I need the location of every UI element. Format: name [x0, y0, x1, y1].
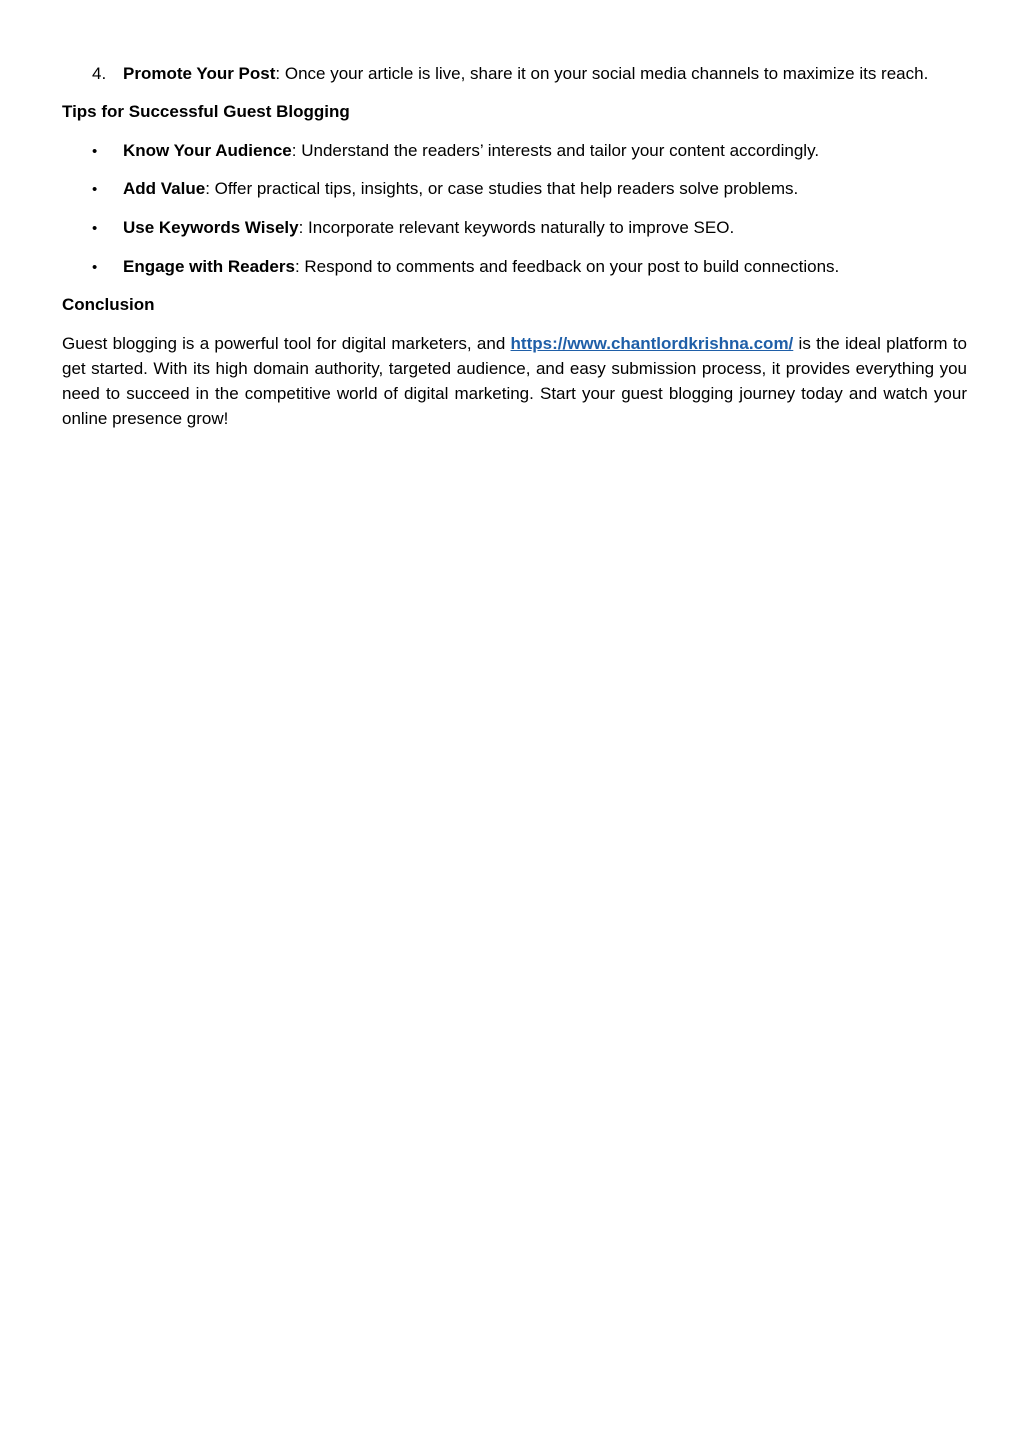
bullet-item-engage-readers — [92, 255, 992, 280]
bullet-icon: • — [92, 220, 98, 237]
bullet-text: : Incorporate relevant keywords naturally to improve SEO. — [298, 218, 735, 237]
conclusion-heading: Conclusion — [62, 295, 155, 314]
bullet-text: : Respond to comments and feedback on your post to build connections. — [294, 257, 840, 276]
chantlordkrishna-link[interactable]: https://www.chantlordkrishna.com/ — [510, 334, 794, 353]
item-number: 4. — [92, 64, 107, 83]
bullet-text: : Understand the readers’ interests and tailor your content accordingly. — [291, 141, 820, 160]
bullet-title: Use Keywords Wisely — [123, 218, 299, 237]
bullet-title: Know Your Audience — [123, 141, 292, 160]
tips-heading: Tips for Successful Guest Blogging — [62, 102, 350, 121]
item-text: : Once your article is live, share it on your social media channels to maximize its reach. — [275, 64, 929, 83]
bullet-title: Add Value — [123, 179, 206, 198]
conclusion-paragraph — [62, 331, 967, 431]
bullet-item-keywords — [92, 216, 992, 241]
numbered-item-promote-post — [92, 62, 992, 86]
bullet-item-add-value — [92, 177, 992, 202]
bullet-title: Engage with Readers — [123, 257, 295, 276]
conclusion-text-before-link: Guest blogging is a powerful tool for digital marketers, and — [62, 334, 511, 353]
item-title: Promote Your Post — [123, 64, 276, 83]
conclusion-text-after-link: is the ideal platform to get started. With its high domain authority, targeted audience, and easy submission process, it provides everything you need to succeed in the competitive world of digital marketing. Start your guest blogging journey today and watch your online presence grow! — [62, 334, 967, 428]
bullet-text: : Offer practical tips, insights, or case studies that help readers solve problems. — [205, 179, 799, 198]
bullet-icon: • — [92, 181, 98, 198]
bullet-icon: • — [92, 259, 98, 276]
bullet-icon: • — [92, 143, 98, 160]
bullet-item-know-audience — [92, 139, 992, 164]
